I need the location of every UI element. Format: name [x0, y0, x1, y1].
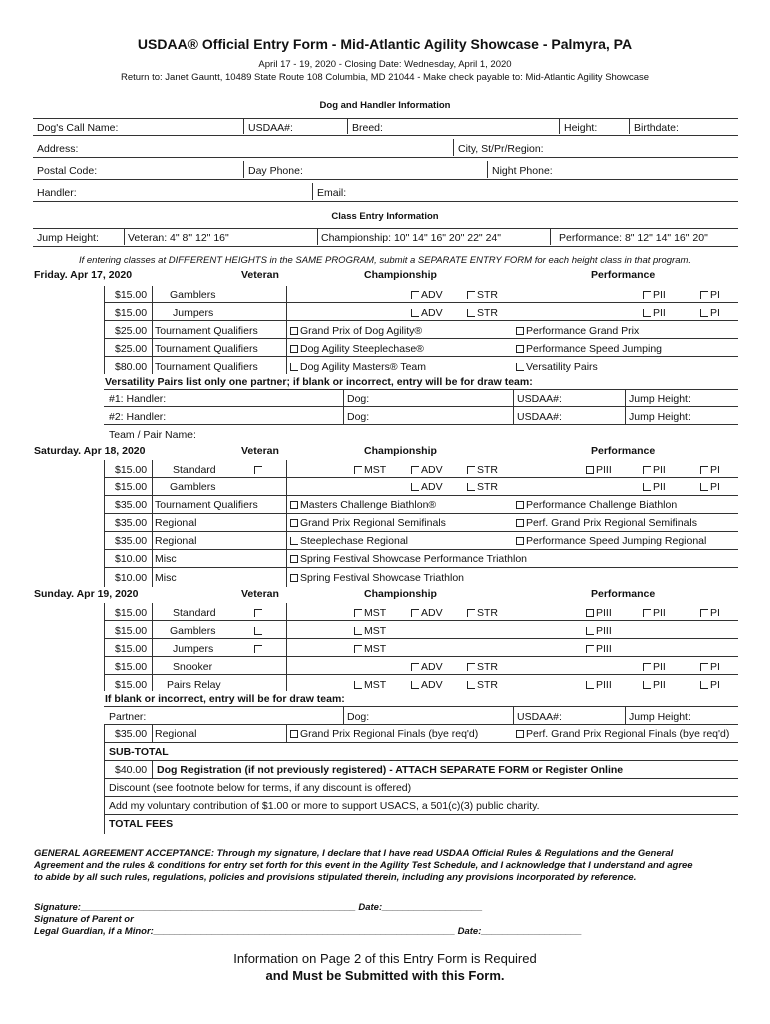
checkbox-speed-jumping[interactable]: Performance Speed Jumping: [516, 343, 662, 355]
breed-field[interactable]: Breed:: [352, 122, 383, 134]
fee: $15.00: [115, 307, 148, 319]
fee: $35.00: [115, 535, 148, 547]
checkbox-pi[interactable]: PI: [700, 307, 720, 319]
checkbox-piii[interactable]: PIII: [586, 464, 612, 476]
saturday-heading: Saturday. Apr 18, 2020: [34, 445, 146, 457]
checkbox-str[interactable]: STR: [467, 464, 498, 476]
event-dates: April 17 - 19, 2020 - Closing Date: Wednesday, April 1, 2020: [258, 59, 512, 70]
fee: $80.00: [115, 361, 148, 373]
day-phone-field[interactable]: Day Phone:: [248, 165, 303, 177]
checkbox-pii[interactable]: PII: [643, 289, 666, 301]
checkbox-str[interactable]: STR: [467, 679, 498, 691]
checkbox-performance-grand-prix[interactable]: Performance Grand Prix: [516, 325, 639, 337]
checkbox-pii[interactable]: PII: [643, 481, 666, 493]
dog-2-field[interactable]: Dog:: [347, 411, 370, 423]
class-name: Tournament Qualifiers: [155, 343, 258, 355]
checkbox-piii[interactable]: PIII: [586, 625, 612, 637]
checkbox-mst[interactable]: MST: [354, 643, 386, 655]
form-title: USDAA® Official Entry Form - Mid-Atlantic Agility Showcase - Palmyra, PA: [137, 36, 633, 52]
veteran-heights[interactable]: Veteran: 4" 8" 12" 16": [128, 232, 229, 244]
sunday-heading: Sunday. Apr 19, 2020: [34, 588, 139, 600]
fee: $15.00: [115, 607, 148, 619]
performance-heights[interactable]: Performance: 8" 12" 14" 16" 20": [559, 232, 708, 244]
birthdate-field[interactable]: Birthdate:: [634, 122, 679, 134]
class-name: Gamblers: [170, 481, 216, 493]
class-name: Snooker: [173, 661, 213, 673]
class-name: Gamblers: [170, 289, 216, 301]
checkbox-veteran[interactable]: [254, 607, 264, 619]
contribution-line[interactable]: Add my voluntary contribution of $1.00 or more to support USACS, a 501(c)(3) public charity.: [109, 800, 540, 812]
city-field[interactable]: City, St/Pr/Region:: [458, 143, 544, 155]
championship-col: Championship: [364, 269, 437, 281]
fee: $10.00: [115, 572, 148, 584]
class-name: Jumpers: [173, 643, 214, 655]
friday-heading: Friday. Apr 17, 2020: [34, 269, 133, 281]
checkbox-veteran[interactable]: [254, 643, 264, 655]
checkbox-performance-biathlon[interactable]: Performance Challenge Biathlon: [516, 499, 677, 511]
checkbox-pi[interactable]: PI: [700, 661, 720, 673]
dog-1-field[interactable]: Dog:: [347, 393, 370, 405]
usdaa-2-field[interactable]: USDAA#:: [517, 411, 562, 423]
jump-1-field[interactable]: Jump Height:: [629, 393, 691, 405]
checkbox-steeplechase-regional[interactable]: Steeplechase Regional: [290, 535, 408, 547]
class-name: Standard: [173, 607, 216, 619]
footer-line-2: and Must be Submitted with this Form.: [265, 968, 505, 983]
class-name: Tournament Qualifiers: [155, 499, 258, 511]
height-note: If entering classes at DIFFERENT HEIGHTS in the SAME PROGRAM, submit a SEPARATE ENTRY FORM for each height class in that program.: [78, 255, 692, 266]
class-name: Regional: [155, 517, 197, 529]
guardian-signature-line[interactable]: Legal Guardian, if a Minor:_________________________________________________________ Date:___________________: [34, 926, 582, 937]
night-phone-field[interactable]: Night Phone:: [492, 165, 553, 177]
checkbox-perf-gp-semifinals[interactable]: Perf. Grand Prix Regional Semifinals: [516, 517, 697, 529]
class-name: Regional: [155, 728, 197, 740]
checkbox-veteran[interactable]: [254, 625, 264, 637]
checkbox-str[interactable]: STR: [467, 607, 498, 619]
class-name: Pairs Relay: [167, 679, 221, 691]
checkbox-piii[interactable]: PIII: [586, 607, 612, 619]
checkbox-piii[interactable]: PIII: [586, 643, 612, 655]
address-field[interactable]: Address:: [37, 143, 79, 155]
checkbox-adv[interactable]: ADV: [411, 289, 443, 301]
team-name-field[interactable]: Team / Pair Name:: [109, 429, 196, 441]
draw-team-note: If blank or incorrect, entry will be for draw team:: [105, 693, 345, 705]
handler-1-field[interactable]: #1: Handler:: [109, 393, 167, 405]
checkbox-pi[interactable]: PI: [700, 481, 720, 493]
call-name-field[interactable]: Dog's Call Name:: [37, 122, 119, 134]
class-name: Gamblers: [170, 625, 216, 637]
checkbox-adv[interactable]: ADV: [411, 607, 443, 619]
divider: [33, 118, 738, 119]
partner-jump-field[interactable]: Jump Height:: [629, 711, 691, 723]
class-name: Regional: [155, 535, 197, 547]
fee: $15.00: [115, 289, 148, 301]
acceptance-line-1: GENERAL AGREEMENT ACCEPTANCE: Through my signature, I declare that I have read USDAA Official Rules & Regulations and the General: [34, 848, 674, 859]
checkbox-adv[interactable]: ADV: [411, 307, 443, 319]
checkbox-versatility-pairs[interactable]: Versatility Pairs: [516, 361, 598, 373]
veteran-col: Veteran: [241, 269, 279, 281]
veteran-col: Veteran: [241, 588, 279, 600]
postal-code-field[interactable]: Postal Code:: [37, 165, 98, 177]
fee: $35.00: [115, 728, 148, 740]
championship-col: Championship: [364, 445, 437, 457]
subtotal-label: SUB-TOTAL: [109, 746, 169, 758]
championship-col: Championship: [364, 588, 437, 600]
checkbox-str[interactable]: STR: [467, 307, 498, 319]
partner-usdaa-field[interactable]: USDAA#:: [517, 711, 562, 723]
fee: $15.00: [115, 625, 148, 637]
checkbox-pii[interactable]: PII: [643, 464, 666, 476]
fee: $35.00: [115, 517, 148, 529]
championship-heights[interactable]: Championship: 10" 14" 16" 20" 22" 24": [321, 232, 501, 244]
registration-fee: $40.00: [115, 764, 148, 776]
checkbox-str[interactable]: STR: [467, 481, 498, 493]
acceptance-line-2: Agreement and the rules & conditions for entry set forth for this event in the Agility Test Schedule, and I acknowledge that I understand and agree: [34, 860, 693, 871]
veteran-col: Veteran: [241, 445, 279, 457]
checkbox-pii[interactable]: PII: [643, 661, 666, 673]
class-name: Standard: [173, 464, 216, 476]
signature-line[interactable]: Signature:____________________________________________________ Date:___________________: [34, 902, 483, 913]
discount-line[interactable]: Discount (see footnote below for terms, if any discount is offered): [109, 782, 412, 794]
jump-height-label: Jump Height:: [37, 232, 99, 244]
checkbox-pii[interactable]: PII: [643, 679, 666, 691]
jump-2-field[interactable]: Jump Height:: [629, 411, 691, 423]
partner-dog-field[interactable]: Dog:: [347, 711, 370, 723]
fee: $25.00: [115, 325, 148, 337]
checkbox-mst[interactable]: MST: [354, 625, 386, 637]
checkbox-grand-prix[interactable]: Grand Prix of Dog Agility®: [290, 325, 422, 337]
checkbox-adv[interactable]: ADV: [411, 481, 443, 493]
guardian-label: Signature of Parent or: [34, 914, 134, 925]
checkbox-mst[interactable]: MST: [354, 679, 386, 691]
handler-2-field[interactable]: #2: Handler:: [109, 411, 167, 423]
checkbox-masters-biathlon[interactable]: Masters Challenge Biathlon®: [290, 499, 436, 511]
checkbox-adv[interactable]: ADV: [411, 464, 443, 476]
partner-field[interactable]: Partner:: [109, 711, 147, 723]
fee: $35.00: [115, 499, 148, 511]
class-name: Tournament Qualifiers: [155, 325, 258, 337]
checkbox-pii[interactable]: PII: [643, 607, 666, 619]
fee: $15.00: [115, 464, 148, 476]
footer-line-1: Information on Page 2 of this Entry Form is Required: [233, 951, 537, 966]
height-field[interactable]: Height:: [564, 122, 598, 134]
checkbox-masters-team[interactable]: Dog Agility Masters® Team: [290, 361, 426, 373]
checkbox-gp-finals[interactable]: Grand Prix Regional Finals (bye req'd): [290, 728, 478, 740]
checkbox-perf-gp-finals[interactable]: Perf. Grand Prix Regional Finals (bye req'd): [516, 728, 729, 740]
class-name: Jumpers: [173, 307, 214, 319]
checkbox-pi[interactable]: PI: [700, 464, 720, 476]
registration-label: Dog Registration (if not previously registered) - ATTACH SEPARATE FORM or Register Online: [157, 764, 624, 776]
fee: $15.00: [115, 679, 148, 691]
fee: $25.00: [115, 343, 148, 355]
performance-col: Performance: [591, 445, 656, 457]
checkbox-veteran[interactable]: [254, 464, 264, 476]
handler-field[interactable]: Handler:: [37, 187, 77, 199]
fee: $15.00: [115, 481, 148, 493]
checkbox-adv[interactable]: ADV: [411, 679, 443, 691]
checkbox-performance-triathlon[interactable]: Spring Festival Showcase Performance Triathlon: [290, 553, 527, 565]
checkbox-showcase-triathlon[interactable]: Spring Festival Showcase Triathlon: [290, 572, 464, 584]
checkbox-pi[interactable]: PI: [700, 607, 720, 619]
checkbox-piii[interactable]: PIII: [586, 679, 612, 691]
checkbox-adv[interactable]: ADV: [411, 661, 443, 673]
class-name: Misc: [155, 572, 177, 584]
acceptance-line-3: to abide by all such rules, regulations, policies and provisions stipulated therein, including any provisions incorporated by reference.: [34, 872, 637, 883]
email-field[interactable]: Email:: [317, 187, 347, 199]
checkbox-speed-jumping-regional[interactable]: Performance Speed Jumping Regional: [516, 535, 706, 547]
checkbox-pi[interactable]: PI: [700, 289, 720, 301]
class-name: Misc: [155, 553, 177, 565]
class-name: Tournament Qualifiers: [155, 361, 258, 373]
dog-handler-heading: Dog and Handler Information: [319, 100, 451, 111]
fee: $10.00: [115, 553, 148, 565]
fee: $15.00: [115, 661, 148, 673]
checkbox-pii[interactable]: PII: [643, 307, 666, 319]
performance-col: Performance: [591, 588, 656, 600]
performance-col: Performance: [591, 269, 656, 281]
checkbox-str[interactable]: STR: [467, 289, 498, 301]
usdaa-number-field[interactable]: USDAA#:: [248, 122, 293, 134]
checkbox-gp-semifinals[interactable]: Grand Prix Regional Semifinals: [290, 517, 446, 529]
total-fees-label: TOTAL FEES: [109, 818, 174, 830]
usdaa-1-field[interactable]: USDAA#:: [517, 393, 562, 405]
checkbox-mst[interactable]: MST: [354, 607, 386, 619]
checkbox-pi[interactable]: PI: [700, 679, 720, 691]
checkbox-mst[interactable]: MST: [354, 464, 386, 476]
fee: $15.00: [115, 643, 148, 655]
checkbox-steeplechase[interactable]: Dog Agility Steeplechase®: [290, 343, 424, 355]
pairs-note: Versatility Pairs list only one partner; if blank or incorrect, entry will be for draw team:: [105, 376, 533, 388]
return-address: Return to: Janet Gauntt, 10489 State Route 108 Columbia, MD 21044 - Make check payable to: Mid-Atlantic Agility Showcase: [120, 72, 650, 83]
class-entry-heading: Class Entry Information: [331, 211, 439, 222]
checkbox-str[interactable]: STR: [467, 661, 498, 673]
